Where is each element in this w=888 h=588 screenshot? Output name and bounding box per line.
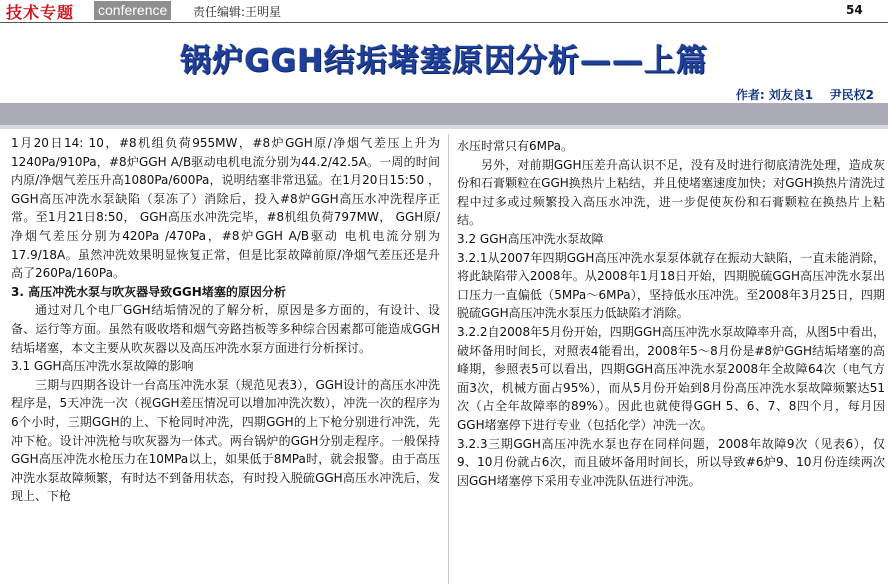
page-number: 54	[846, 3, 863, 17]
author-name: 尹民权2	[829, 88, 874, 102]
paragraph: 另外，对前期GGH压差升高认识不足，没有及时进行彻底清洗处理，造成灰份和石膏颗粒在GGH换热片上粘结，并且使堵塞速度加快；对GGH换热片清洗过程中过多或过频繁投入高压水冲洗，进一步促使灰份和石膏颗粒在换热片上粘结。	[457, 157, 885, 228]
section-heading: 3. 高压冲洗水泵与吹灰器导致GGH堵塞的原因分析	[11, 284, 286, 299]
right-column	[457, 137, 885, 490]
author-name: 刘友良1	[768, 88, 814, 102]
paragraph: 水压时常只有6MPa。	[457, 139, 574, 153]
title-band	[0, 103, 888, 125]
editor-credit: 责任编辑:王明星	[193, 5, 282, 19]
paragraph: 3.2.3三期GGH高压冲洗水泵也存在同样问题，2008年故障9次（见表6），仅9、10月份就占6次，而且破坏备用时间长，所以导致#6炉9、10月份连续两次因GGH堵塞停下采用专业冲洗队伍进行冲洗。	[457, 436, 885, 488]
subsection-heading: 3.2 GGH高压冲洗水泵故障	[457, 231, 604, 246]
page-header	[0, 0, 888, 22]
paragraph: 1月20日14: 10，#8机组负荷955MW，#8炉GGH原/净烟气差压上升为1240Pa/910Pa，#8炉GGH A/B驱动电机电流分别为44.2/42.5A。一周的时间内原/净烟气差压升高1080Pa/600Pa，说明结塞非常迅猛。在1月20日15:50 ，GGH高压冲洗水泵缺陷（泵冻了）消除后，投入#8炉GGH高压水冲洗程序正常。至1月21日8:50， GGH高压水冲洗完毕，#8机组负荷797MW， GGH原/净烟气差压分别为420Pa /470Pa，#8炉GGH A/B驱动 电机电流分别为17.9/18A。虽然冲洗效果明显恢复正常，但是比泵故障前原/净烟气差压还是升高了260Pa/160Pa。	[11, 136, 440, 281]
author-label: 作者:	[735, 88, 765, 102]
paragraph: 3.2.2自2008年5月份开始，四期GGH高压冲洗水泵故障率升高，从图5中看出，破坏备用时间长，对照表4能看出，2008年5～8月份是#8炉GGH结垢堵塞的高峰期，参照表5可以看出，四期GGH高压冲洗水泵2008年全故障64次（电气方面3次，机械方面占95%），而从5月份开始到8月份高压冲洗水泵故障频繁达51次（占全年故障率的89%）。因此也就使得GGH 5、6、7、8四个月，每月因GGH堵塞停下进行专业（包括化学）冲洗一次。	[457, 324, 885, 432]
conference-label: conference	[94, 1, 171, 20]
section-tag: 技术专题	[6, 3, 75, 22]
left-column	[11, 134, 440, 506]
paragraph: 通过对几个电厂GGH结垢情况的了解分析，原因是多方面的，有设计、设备、运行等方面。虽然有吸收塔和烟气旁路挡板等多种综合因素都可能造成GGH结垢堵塞，本文主要从吹灰器以及高压冲洗水泵方面进行分析探讨。	[11, 303, 440, 355]
author-line	[732, 86, 874, 103]
column-divider	[448, 134, 449, 584]
paragraph: 3.2.1从2007年四期GGH高压冲洗水泵泵体就存在振动大缺陷，一直未能消除，将此缺陷带入2008年。从2008年1月18日开始，四期脱硫GGH高压冲洗水泵出口压力一直偏低（5MPa～6MPa），坚持低水压冲洗。至2008年3月25日，四期脱硫GGH高压冲洗水泵压力低缺陷才消除。	[457, 250, 885, 321]
header-divider	[0, 22, 888, 23]
subsection-heading: 3.1 GGH高压冲洗水泵故障的影响	[11, 359, 194, 374]
title-band-edge	[0, 125, 888, 129]
paragraph: 三期与四期各设计一台高压冲洗水泵（规范见表3），GGH设计的高压水冲洗程序是，5天冲洗一次（视GGH差压情况可以增加冲洗次数），冲洗一次的程序为6个小时，三期GGH的上、下枪同时冲洗，四期GGH的上下枪分别进行冲洗，先冲下枪。设计冲洗枪与吹灰器为一体式。两台锅炉的GGH分别走程序。一般保持GGH高压冲洗水枪压力在10MPa以上，如果低于8MPa时，就会报警。由于高压冲洗水泵故障频繁，有时达不到备用状态，有时投入脱硫GGH高压水冲洗后，发现上、下枪	[11, 377, 440, 504]
article-title: 锅炉GGH结垢堵塞原因分析——上篇	[180, 43, 708, 79]
